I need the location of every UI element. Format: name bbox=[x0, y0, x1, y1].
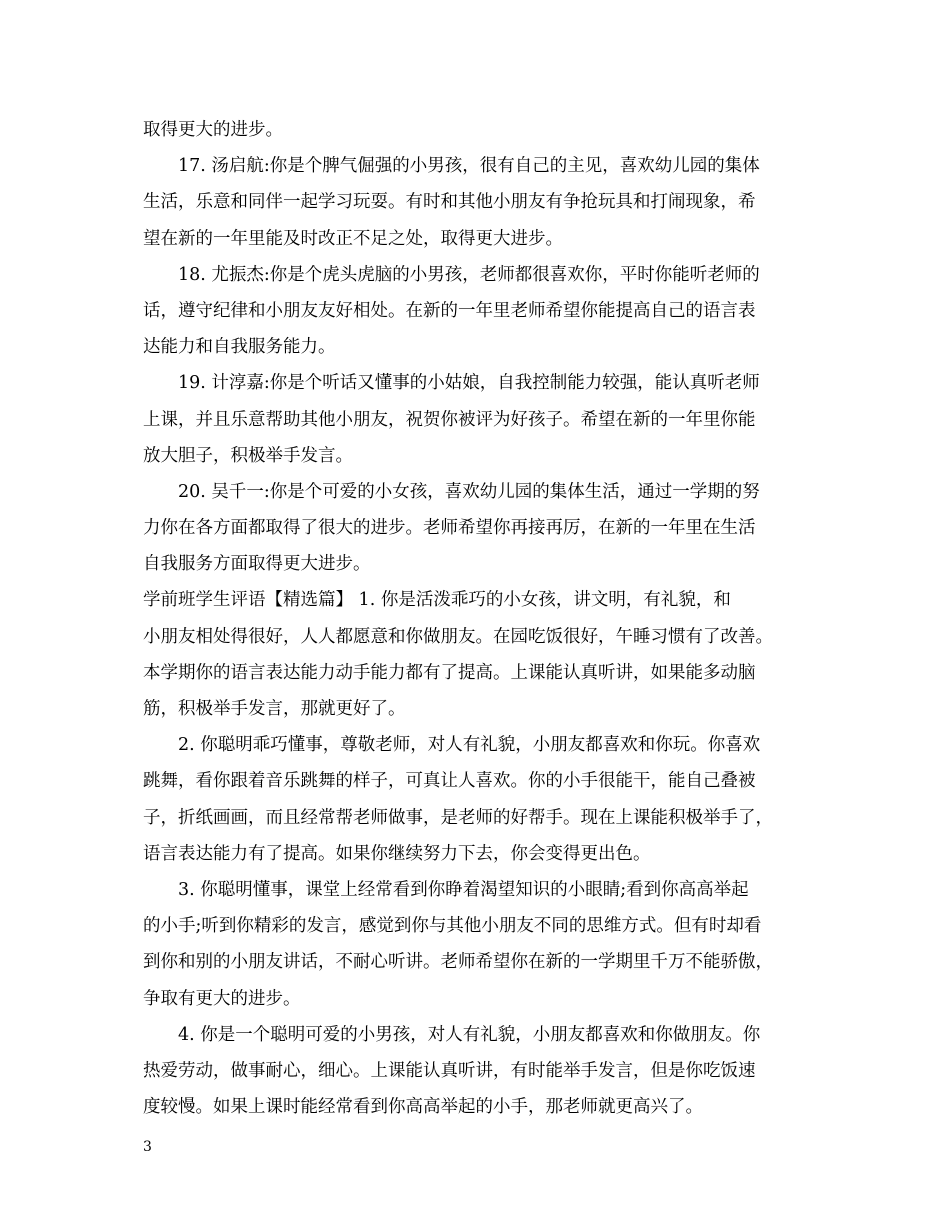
text-line: 小朋友相处得很好，人人都愿意和你做朋友。在园吃饭很好，午睡习惯有了改善。 bbox=[143, 626, 773, 647]
text-line: 的小手;听到你精彩的发言，感觉到你与其他小朋友不同的思维方式。但有时却看 bbox=[143, 916, 762, 937]
text-line: 20. 吴千一:你是个可爱的小女孩，喜欢幼儿园的集体生活，通过一学期的努 bbox=[178, 481, 760, 502]
text-line: 生活，乐意和同伴一起学习玩耍。有时和其他小朋友有争抢玩具和打闹现象，希 bbox=[143, 192, 756, 213]
text-line: 17. 汤启航:你是个脾气倔强的小男孩，很有自己的主见，喜欢幼儿园的集体 bbox=[178, 156, 760, 177]
text-line: 19. 计淳嘉:你是个听话又懂事的小姑娘，自我控制能力较强，能认真听老师 bbox=[178, 373, 760, 394]
text-line: 自我服务方面取得更大进步。 bbox=[143, 554, 371, 575]
text-line: 子，折纸画画，而且经常帮老师做事，是老师的好帮手。现在上课能积极举手了， bbox=[143, 807, 773, 828]
text-line: 跳舞，看你跟着音乐跳舞的样子，可真让人喜欢。你的小手很能干，能自己叠被 bbox=[143, 771, 756, 792]
text-line: 力你在各方面都取得了很大的进步。老师希望你再接再厉，在新的一年里在生活 bbox=[143, 518, 756, 539]
text-line: 到你和别的小朋友讲话，不耐心听讲。老师希望你在新的一学期里千万不能骄傲， bbox=[143, 952, 773, 973]
text-line: 取得更大的进步。 bbox=[143, 120, 283, 140]
text-line: 达能力和自我服务能力。 bbox=[143, 337, 336, 358]
text-line: 上课，并且乐意帮助其他小朋友，祝贺你被评为好孩子。希望在新的一年里你能 bbox=[143, 409, 756, 430]
page-number: 3 bbox=[143, 1139, 152, 1155]
text-line: 18. 尤振杰:你是个虎头虎脑的小男孩，老师都很喜欢你，平时你能听老师的 bbox=[178, 264, 760, 285]
text-line: 4. 你是一个聪明可爱的小男孩，对人有礼貌，小朋友都喜欢和你做朋友。你 bbox=[178, 1024, 761, 1045]
text-line: 2. 你聪明乖巧懂事，尊敬老师，对人有礼貌，小朋友都喜欢和你玩。你喜欢 bbox=[178, 735, 761, 756]
text-line: 筋，积极举手发言，那就更好了。 bbox=[143, 699, 406, 719]
text-line: 3. 你聪明懂事，课堂上经常看到你睁着渴望知识的小眼睛;看到你高高举起 bbox=[178, 879, 749, 900]
body-text bbox=[143, 112, 823, 1125]
text-line: 语言表达能力有了提高。如果你继续努力下去，你会变得更出色。 bbox=[143, 843, 651, 864]
text-line: 本学期你的语言表达能力动手能力都有了提高。上课能认真听讲，如果能多动脑 bbox=[143, 662, 756, 683]
text-line: 话，遵守纪律和小朋友友好相处。在新的一年里老师希望你能提高自己的语言表 bbox=[143, 300, 756, 321]
text-line: 学前班学生评语【精选篇】 1. 你是活泼乖巧的小女孩，讲文明，有礼貌，和 bbox=[143, 590, 731, 611]
text-line: 望在新的一年里能及时改正不足之处，取得更大进步。 bbox=[143, 228, 563, 249]
text-line: 放大胆子，积极举手发言。 bbox=[143, 445, 353, 466]
text-line: 热爱劳动，做事耐心，细心。上课能认真听讲，有时能举手发言，但是你吃饭速 bbox=[143, 1060, 756, 1081]
text-line: 争取有更大的进步。 bbox=[143, 988, 301, 1009]
text-line: 度较慢。如果上课时能经常看到你高高举起的小手，那老师就更高兴了。 bbox=[143, 1097, 703, 1118]
